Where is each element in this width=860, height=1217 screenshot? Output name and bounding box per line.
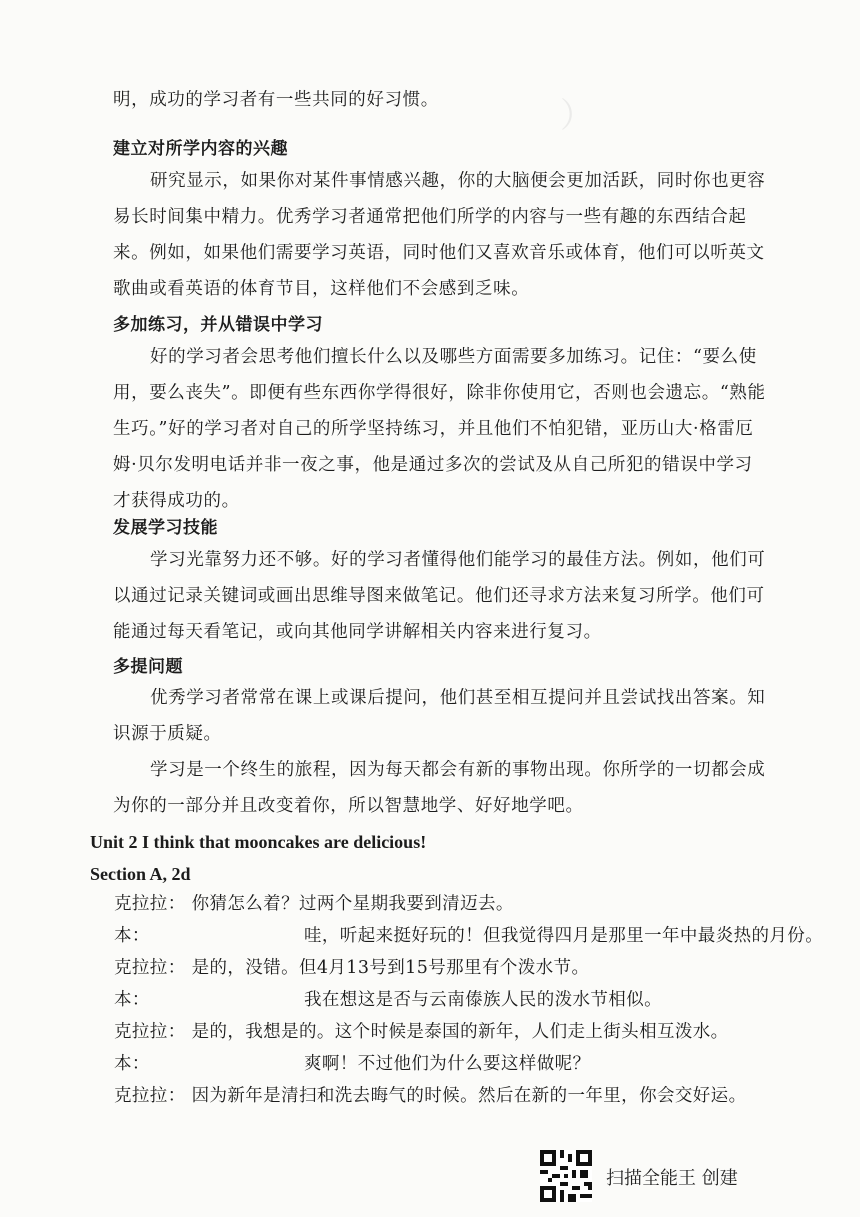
scanner-watermark-text: 扫描全能王 创建 bbox=[606, 1168, 738, 1189]
dialogue-line bbox=[114, 922, 824, 947]
paragraph-line: 学习光靠努力还不够。好的学习者懂得他们能学习的最佳方法。例如，他们可 bbox=[150, 550, 766, 570]
paragraph-line: 好的学习者会思考他们擅长什么以及哪些方面需要多加练习。记住：“要么使 bbox=[150, 347, 757, 367]
paragraph-line: 研究显示，如果你对某件事情感兴趣，你的大脑便会更加活跃，同时你也更容 bbox=[150, 171, 766, 191]
dialogue-line bbox=[114, 890, 514, 915]
bleed-through-decoration: ） bbox=[560, 96, 600, 136]
paragraph-line: 姆·贝尔发明电话并非一夜之事，他是通过多次的尝试及从自己所犯的错误中学习 bbox=[113, 455, 753, 475]
speaker-name: 克拉拉： bbox=[114, 894, 186, 914]
speaker-name: 克拉拉： bbox=[114, 1086, 186, 1106]
speaker-name: 克拉拉： bbox=[114, 1022, 186, 1042]
dialogue-text: 是的，我想是的。这个时候是泰国的新年，人们走上街头相互泼水。 bbox=[191, 1022, 729, 1042]
section-heading: 多提问题 bbox=[113, 657, 183, 677]
dialogue-text: 是的，没错。但4月13号到15号那里有个泼水节。 bbox=[191, 958, 590, 978]
speaker-name: 克拉拉： bbox=[114, 958, 186, 978]
dialogue-text: 你猜怎么着？过两个星期我要到清迈去。 bbox=[191, 894, 514, 914]
dialogue-text: 我在想这是否与云南傣族人民的泼水节相似。 bbox=[304, 990, 662, 1010]
dialogue-line bbox=[114, 1050, 814, 1075]
paragraph-line: 用，要么丧失”。即便有些东西你学得很好，除非你使用它，否则也会遗忘。“熟能 bbox=[113, 383, 766, 403]
section-heading: 多加练习，并从错误中学习 bbox=[113, 315, 323, 335]
dialogue-line bbox=[114, 954, 589, 979]
dialogue-text: 爽啊！不过他们为什么要这样做呢？ bbox=[304, 1054, 591, 1074]
scanner-watermark bbox=[540, 1150, 790, 1206]
unit-title: Unit 2 I think that mooncakes are delicious! bbox=[90, 832, 427, 852]
dialogue-text: 因为新年是清扫和洗去晦气的时候。然后在新的一年里，你会交好运。 bbox=[191, 1086, 747, 1106]
paragraph-line: 以通过记录关键词或画出思维导图来做笔记。他们还寻求方法来复习所学。他们可 bbox=[113, 586, 765, 606]
dialogue-line bbox=[114, 1082, 746, 1107]
section-heading: 建立对所学内容的兴趣 bbox=[113, 139, 288, 159]
paragraph-line: 来。例如，如果他们需要学习英语，同时他们又喜欢音乐或体育，他们可以听英文 bbox=[113, 243, 765, 263]
section-label: Section A, 2d bbox=[90, 864, 191, 884]
section-heading: 发展学习技能 bbox=[113, 518, 218, 538]
paragraph-line: 为你的一部分并且改变着你，所以智慧地学、好好地学吧。 bbox=[113, 796, 584, 816]
paragraph-line: 优秀学习者常常在课上或课后提问，他们甚至相互提问并且尝试找出答案。知 bbox=[150, 688, 766, 708]
paragraph-line: 明，成功的学习者有一些共同的好习惯。 bbox=[113, 90, 439, 110]
paragraph-line: 能通过每天看笔记，或向其他同学讲解相关内容来进行复习。 bbox=[113, 622, 602, 642]
dialogue-line bbox=[114, 986, 814, 1011]
dialogue-line bbox=[114, 1018, 729, 1043]
paragraph-line: 生巧。”好的学习者对自己的所学坚持练习，并且他们不怕犯错，亚历山大·格雷厄 bbox=[113, 419, 754, 439]
speaker-name: 本： bbox=[114, 990, 150, 1010]
dialogue-text: 哇，听起来挺好玩的！但我觉得四月是那里一年中最炎热的月份。 bbox=[304, 926, 824, 946]
speaker-name: 本： bbox=[114, 1054, 150, 1074]
paragraph-line: 易长时间集中精力。优秀学习者通常把他们所学的内容与一些有趣的东西结合起 bbox=[113, 207, 747, 227]
paragraph-line: 歌曲或看英语的体育节目，这样他们不会感到乏味。 bbox=[113, 279, 530, 299]
paragraph-line: 才获得成功的。 bbox=[113, 491, 240, 511]
paragraph-line: 识源于质疑。 bbox=[113, 724, 222, 744]
paragraph-line: 学习是一个终生的旅程，因为每天都会有新的事物出现。你所学的一切都会成 bbox=[150, 760, 766, 780]
speaker-name: 本： bbox=[114, 926, 150, 946]
qr-code-icon bbox=[540, 1150, 592, 1202]
